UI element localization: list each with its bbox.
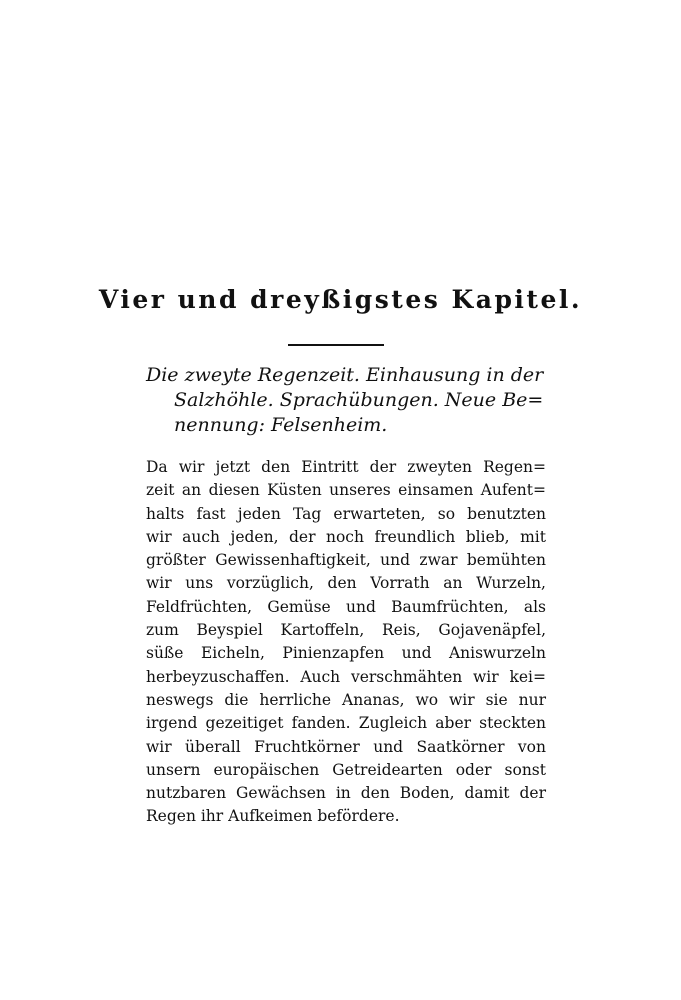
body-line: Regen ihr Aufkeimen befördere. — [146, 807, 400, 826]
body-line: wir überall Fruchtkörner und Saatkörner von — [146, 737, 546, 756]
body-line: herbeyzuschaffen. Auch verschmähten wir kei= — [146, 667, 546, 686]
body-line: zeit an diesen Küsten unseres einsamen Aufent= — [146, 481, 546, 500]
body-line: neswegs die herrliche Ananas, wo wir sie nur — [146, 690, 546, 709]
body-line: halts fast jeden Tag erwarteten, so benutzten — [146, 504, 546, 523]
body-line: wir uns vorzüglich, den Vorrath an Wurzeln, — [146, 574, 546, 593]
summary-line: nennung: Felsenheim. — [174, 414, 388, 436]
summary-line: Salzhöhle. Sprachübungen. Neue Be= — [174, 389, 544, 411]
summary-line: Die zweyte Regenzeit. Einhausung in der — [146, 364, 544, 386]
chapter-title: Vier und dreyßigstes Kapitel. — [98, 285, 583, 314]
body-line: Feldfrüchten, Gemüse und Baumfrüchten, als — [146, 597, 546, 616]
body-line: Da wir jetzt den Eintritt der zweyten Regen= — [146, 458, 546, 476]
chapter-summary — [146, 363, 546, 438]
body-paragraph — [146, 456, 546, 829]
body-line: süße Eicheln, Pinienzapfen und Aniswurzeln — [146, 644, 546, 663]
body-line: unsern europäischen Getreidearten oder sonst — [146, 760, 546, 779]
body-line: größter Gewissenhaftigkeit, und zwar bemühten — [146, 551, 546, 570]
body-line: zum Beyspiel Kartoffeln, Reis, Gojavenäpfel, — [146, 621, 546, 640]
body-line: irgend gezeitiget fanden. Zugleich aber steckten — [146, 714, 546, 733]
title-rule — [288, 344, 384, 346]
body-line: wir auch jeden, der noch freundlich blieb, mit — [146, 527, 546, 546]
body-line: nutzbaren Gewächsen in den Boden, damit der — [146, 784, 546, 803]
